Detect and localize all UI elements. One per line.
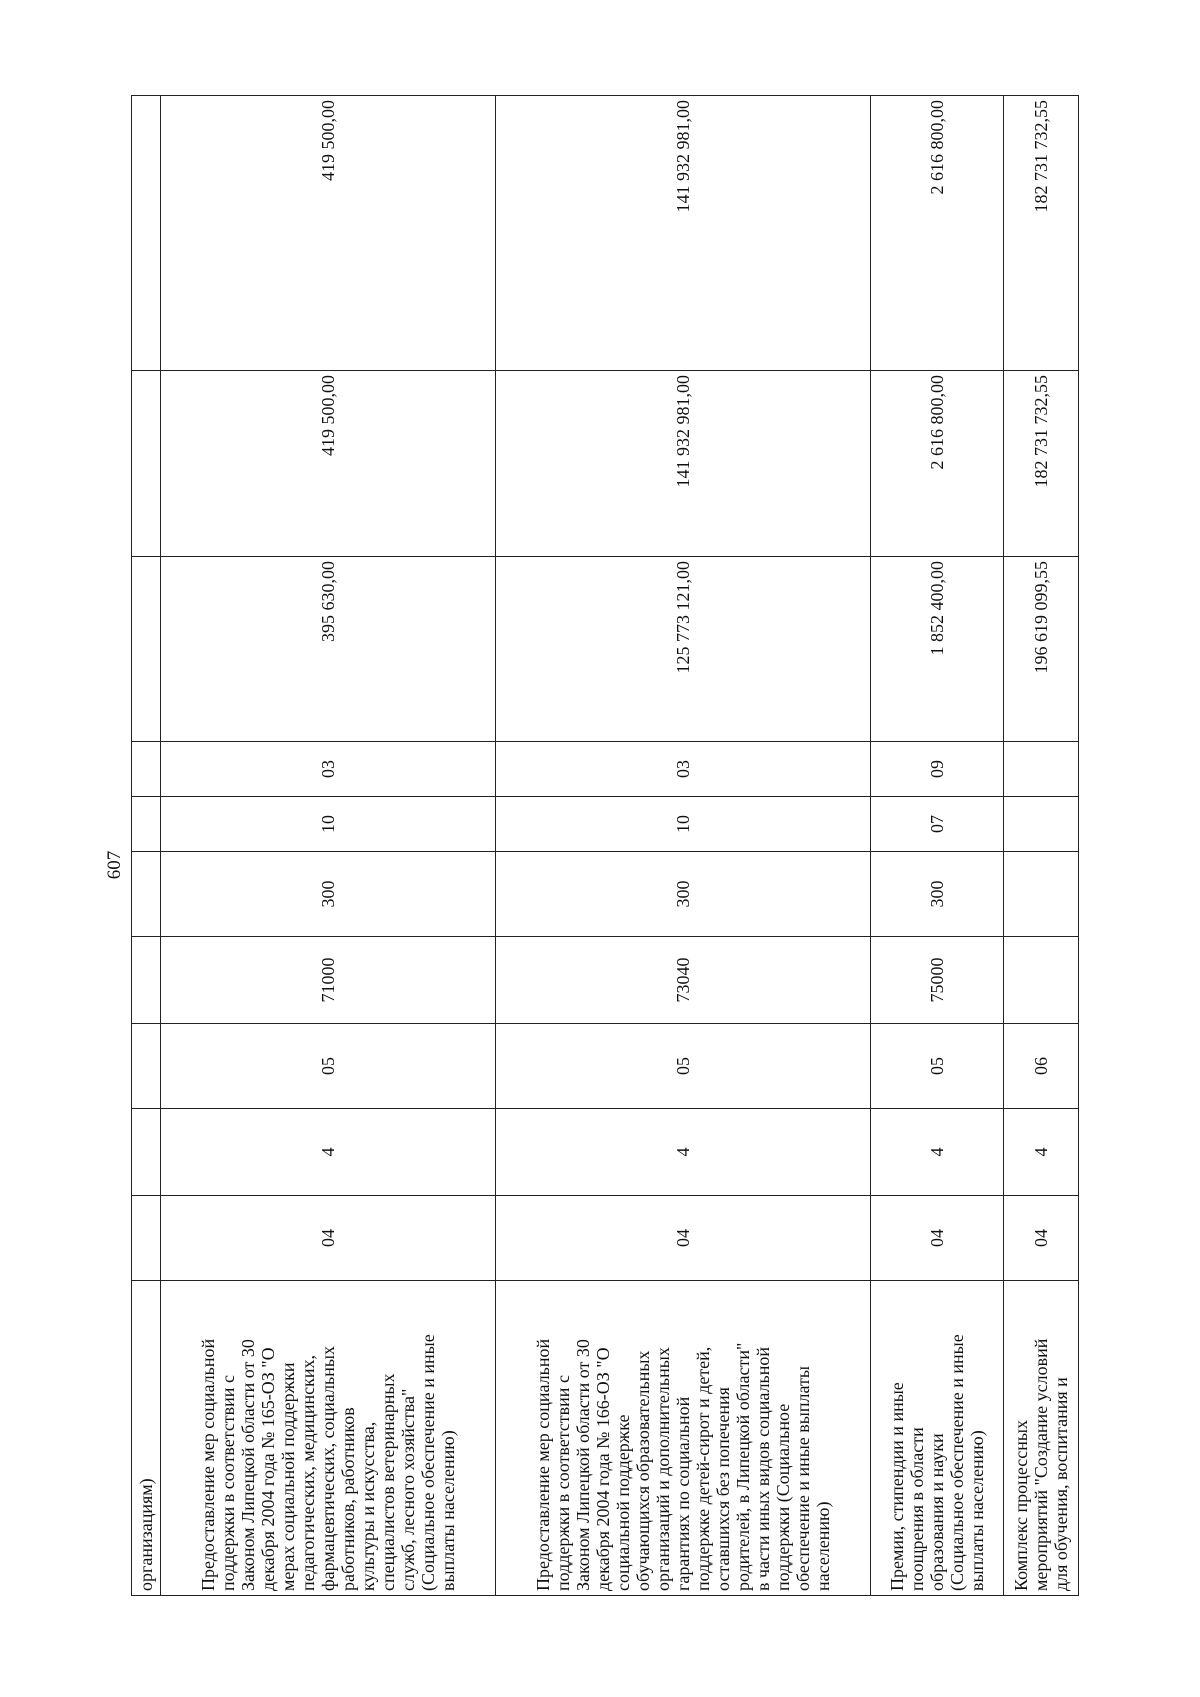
cell-amount-year1: 395 630,00 xyxy=(161,557,496,742)
table-row xyxy=(496,96,871,1596)
cell-main-event-code: 05 xyxy=(161,1024,496,1109)
cell-amount-year3 xyxy=(132,96,161,371)
cell-amount-year1: 125 773 121,00 xyxy=(496,557,871,742)
cell-subsection: 03 xyxy=(496,742,871,797)
cell-amount-year2 xyxy=(132,371,161,557)
cell-expense-type: 300 xyxy=(871,852,1004,937)
cell-amount-year3: 2 616 800,00 xyxy=(871,96,1004,371)
cell-main-event-code xyxy=(132,1024,161,1109)
cell-main-event-code: 06 xyxy=(1004,1024,1079,1109)
budget-table xyxy=(131,95,1079,1596)
cell-section: 07 xyxy=(871,797,1004,852)
cell-subprogram-code xyxy=(132,1109,161,1196)
cell-section: 10 xyxy=(161,797,496,852)
table-row xyxy=(871,96,1004,1596)
cell-expense-type: 300 xyxy=(161,852,496,937)
cell-subsection: 09 xyxy=(871,742,1004,797)
cell-amount-year1: 196 619 099,55 xyxy=(1004,557,1079,742)
cell-gp-code: 04 xyxy=(1004,1196,1079,1281)
cell-subprogram-code: 4 xyxy=(1004,1109,1079,1196)
cell-gp-code: 04 xyxy=(161,1196,496,1281)
cell-direction-code: 73040 xyxy=(496,937,871,1024)
rotated-table-container xyxy=(131,96,1081,1596)
table-row xyxy=(132,96,161,1596)
cell-description: организациям) xyxy=(132,1281,161,1596)
cell-section xyxy=(132,797,161,852)
cell-gp-code: 04 xyxy=(496,1196,871,1281)
cell-direction-code xyxy=(132,937,161,1024)
cell-description: Премии, стипендии и иные поощрения в области образования и науки (Социальное обеспечение и иные выплаты населению) xyxy=(871,1281,1004,1596)
cell-amount-year1: 1 852 400,00 xyxy=(871,557,1004,742)
cell-subprogram-code: 4 xyxy=(496,1109,871,1196)
cell-description: Предоставление мер социальной поддержки в соответствии с Законом Липецкой области от 30 декабря 2004 года № 165-ОЗ "О мерах социальной поддержки педагогических, медицинских, фармацевтических, социальных работников, работников культуры и искусства, специалистов ветеринарных служб, лесного хозяйства" (Социальное обеспечение и иные выплаты населению) xyxy=(161,1281,496,1596)
cell-amount-year2: 182 731 732,55 xyxy=(1004,371,1079,557)
cell-direction-code: 75000 xyxy=(871,937,1004,1024)
cell-section: 10 xyxy=(496,797,871,852)
cell-expense-type xyxy=(132,852,161,937)
cell-amount-year2: 419 500,00 xyxy=(161,371,496,557)
cell-amount-year3: 141 932 981,00 xyxy=(496,96,871,371)
cell-amount-year3: 182 731 732,55 xyxy=(1004,96,1079,371)
cell-subsection: 03 xyxy=(161,742,496,797)
cell-gp-code: 04 xyxy=(871,1196,1004,1281)
cell-expense-type xyxy=(1004,852,1079,937)
cell-main-event-code: 05 xyxy=(496,1024,871,1109)
cell-subsection xyxy=(1004,742,1079,797)
table-row xyxy=(161,96,496,1596)
page-number: 607 xyxy=(104,850,125,880)
cell-expense-type: 300 xyxy=(496,852,871,937)
cell-section xyxy=(1004,797,1079,852)
cell-direction-code xyxy=(1004,937,1079,1024)
cell-amount-year2: 141 932 981,00 xyxy=(496,371,871,557)
table-row xyxy=(1004,96,1079,1596)
cell-gp-code xyxy=(132,1196,161,1281)
cell-subprogram-code: 4 xyxy=(161,1109,496,1196)
cell-main-event-code: 05 xyxy=(871,1024,1004,1109)
cell-description: Предоставление мер социальной поддержки в соответствии с Законом Липецкой области от 30 декабря 2004 года № 166-ОЗ "О социальной поддержке обучающихся образовательных организаций и дополнительных гарантиях по социальной поддержке детей-сирот и детей, оставшихся без попечения родителей, в Липецкой области" в части иных видов социальной поддержки (Социальное обеспечение и иные выплаты населению) xyxy=(496,1281,871,1596)
cell-description: Комплекс процессных мероприятий "Создание условий для обучения, воспитания и xyxy=(1004,1281,1079,1596)
cell-subprogram-code: 4 xyxy=(871,1109,1004,1196)
cell-subsection xyxy=(132,742,161,797)
cell-amount-year1 xyxy=(132,557,161,742)
cell-amount-year3: 419 500,00 xyxy=(161,96,496,371)
cell-direction-code: 71000 xyxy=(161,937,496,1024)
cell-amount-year2: 2 616 800,00 xyxy=(871,371,1004,557)
